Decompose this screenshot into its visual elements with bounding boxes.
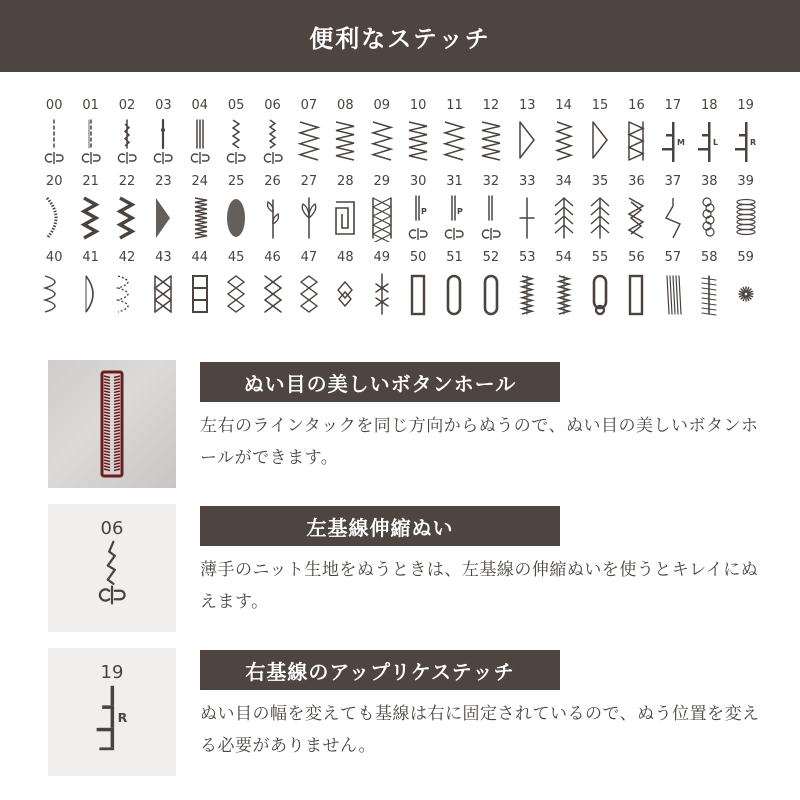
- stitch-number: 13: [519, 98, 536, 113]
- stitch-pattern-43: [145, 250, 181, 326]
- stitch-number: 40: [45, 250, 63, 265]
- stitch-number: 18: [700, 98, 718, 113]
- stitch-27-icon: [294, 194, 324, 242]
- stitch-10-icon: [403, 118, 433, 166]
- stitch-37-icon: [658, 194, 688, 242]
- stitch-pattern-44: [182, 250, 218, 326]
- stitch-53-icon: [512, 270, 542, 318]
- stitch-09-icon: [367, 118, 397, 166]
- stitch-pattern-01: [72, 98, 108, 174]
- stitch-25-icon: [221, 194, 251, 242]
- stitch-57-icon: [658, 270, 688, 318]
- stitch-number: 59: [737, 250, 754, 265]
- stitch-pattern-52: [473, 250, 509, 326]
- stitch-pattern-25: [218, 174, 254, 250]
- stitch-number: 24: [191, 174, 209, 189]
- stitch-pattern-45: [218, 250, 254, 326]
- stitch-pattern-09: [364, 98, 400, 174]
- stitch-pattern-15: [582, 98, 618, 174]
- stitch-16-icon: [621, 118, 651, 166]
- stitch-pattern-39: [727, 174, 763, 250]
- stitch-number: 31: [446, 174, 463, 189]
- stitch-number: 57: [664, 250, 682, 265]
- stitch-pattern-55: [582, 250, 618, 326]
- stitch-number: 42: [118, 250, 136, 265]
- stitch-pattern-05: [218, 98, 254, 174]
- stitch-38-icon: [694, 194, 724, 242]
- stitch-number: 01: [82, 98, 99, 113]
- feature-description: 左右のラインタックを同じ方向からぬうので、ぬい目の美しいボタンホールができます。: [200, 416, 759, 468]
- stitch-number: 33: [519, 174, 536, 189]
- feature-left-stretch: [48, 504, 768, 632]
- stitch-pattern-53: [509, 250, 545, 326]
- stitch-pattern-19: [727, 98, 763, 174]
- stitch-number: 39: [737, 174, 754, 189]
- stitch-48-icon: [330, 270, 360, 318]
- stitch-row: [36, 250, 764, 326]
- stitch-51-icon: [439, 270, 469, 318]
- stretch-stitch-thumbnail: [48, 504, 176, 632]
- stitch-06-icon: [258, 118, 288, 166]
- stitch-12-icon: [476, 118, 506, 166]
- stitch-13-icon: [512, 118, 542, 166]
- stitch-pattern-04: [182, 98, 218, 174]
- stitch-number: 02: [118, 98, 136, 113]
- stitch-number: 15: [591, 98, 609, 113]
- stitch-number: 37: [664, 174, 682, 189]
- stitch-pattern-49: [364, 250, 400, 326]
- stitch-43-icon: [148, 270, 178, 318]
- stitch-pattern-16: [618, 98, 654, 174]
- stitch-05-icon: [221, 118, 251, 166]
- stitch-number: 27: [300, 174, 318, 189]
- stitch-pattern-30: [400, 174, 436, 250]
- stitch-pattern-02: [109, 98, 145, 174]
- stitch-pattern-51: [436, 250, 472, 326]
- stitch-31-icon: [439, 194, 469, 242]
- stitch-row: [36, 174, 764, 250]
- stitch-45-icon: [221, 270, 251, 318]
- stitch-pattern-22: [109, 174, 145, 250]
- stitch-number: 29: [373, 174, 390, 189]
- stitch-pattern-18: [691, 98, 727, 174]
- stitch-pattern-41: [72, 250, 108, 326]
- feature-buttonhole: [48, 360, 768, 488]
- stitch-number: 55: [591, 250, 609, 265]
- stitch-11-icon: [439, 118, 469, 166]
- stitch-26-icon: [258, 194, 288, 242]
- stitch-badge: R: [117, 710, 128, 726]
- stitch-number: 56: [628, 250, 645, 265]
- stitch-19-icon: [731, 118, 761, 166]
- stitch-55-icon: [585, 270, 615, 318]
- stitch-number: 26: [264, 174, 281, 189]
- stitch-44-icon: [185, 270, 215, 318]
- stitch-pattern-29: [364, 174, 400, 250]
- stitch-number: 50: [409, 250, 427, 265]
- stitch-number: 19: [100, 662, 124, 683]
- page-header: [0, 0, 800, 72]
- stitch-number: 23: [155, 174, 172, 189]
- stitch-number: 58: [700, 250, 718, 265]
- applique-stitch-thumbnail: [48, 648, 176, 776]
- stitch-24-icon: [185, 194, 215, 242]
- stitch-number: 28: [337, 174, 354, 189]
- stitch-number: 21: [82, 174, 99, 189]
- stitch-number: 38: [700, 174, 718, 189]
- stitch-pattern-14: [545, 98, 581, 174]
- stitch-59-icon: [731, 270, 761, 318]
- stitch-pattern-12: [473, 98, 509, 174]
- stretch-stitch-icon: [82, 539, 142, 609]
- stitch-pattern-48: [327, 250, 363, 326]
- stitch-number: 17: [664, 98, 682, 113]
- stitch-56-icon: [621, 270, 651, 318]
- stitch-pattern-32: [473, 174, 509, 250]
- svg-text:M: M: [676, 138, 685, 147]
- stitch-01-icon: [76, 118, 106, 166]
- stitch-number: 06: [264, 98, 281, 113]
- stitch-pattern-27: [291, 174, 327, 250]
- stitch-49-icon: [367, 270, 397, 318]
- stitch-number: 20: [45, 174, 63, 189]
- stitch-number: 19: [737, 98, 754, 113]
- stitch-pattern-35: [582, 174, 618, 250]
- stitch-02-icon: [112, 118, 142, 166]
- stitch-34-icon: [549, 194, 579, 242]
- stitch-number: 11: [446, 98, 463, 113]
- stitch-42-icon: [112, 270, 142, 318]
- svg-text:L: L: [713, 138, 719, 147]
- stitch-pattern-08: [327, 98, 363, 174]
- stitch-18-icon: [694, 118, 724, 166]
- stitch-pattern-13: [509, 98, 545, 174]
- stitch-number: 30: [409, 174, 427, 189]
- stitch-pattern-10: [400, 98, 436, 174]
- feature-description: ぬい目の幅を変えても基線は右に固定されているので、ぬう位置を変える必要がありません。: [200, 704, 760, 756]
- stitch-pattern-36: [618, 174, 654, 250]
- stitch-07-icon: [294, 118, 324, 166]
- stitch-32-icon: [476, 194, 506, 242]
- feature-right-applique: [48, 648, 768, 776]
- feature-description: 薄手のニット生地をぬうときは、左基線の伸縮ぬいを使うとキレイにぬえます。: [200, 560, 759, 612]
- stitch-number: 12: [482, 98, 500, 113]
- stitch-row: [36, 98, 764, 174]
- stitch-pattern-46: [254, 250, 290, 326]
- stitch-pattern-54: [545, 250, 581, 326]
- stitch-number: 54: [555, 250, 572, 265]
- svg-text:R: R: [749, 138, 756, 147]
- stitch-22-icon: [112, 194, 142, 242]
- stitch-number: 22: [118, 174, 136, 189]
- stitch-number: 44: [191, 250, 209, 265]
- stitch-pattern-56: [618, 250, 654, 326]
- svg-text:P: P: [457, 207, 464, 216]
- stitch-pattern-11: [436, 98, 472, 174]
- stitch-number: 51: [446, 250, 463, 265]
- stitch-17-icon: [658, 118, 688, 166]
- stitch-number: 46: [264, 250, 281, 265]
- stitch-pattern-50: [400, 250, 436, 326]
- stitch-number: 35: [591, 174, 609, 189]
- stitch-number: 25: [227, 174, 245, 189]
- stitch-21-icon: [76, 194, 106, 242]
- stitch-number: 34: [555, 174, 572, 189]
- stitch-pattern-31: [436, 174, 472, 250]
- stitch-pattern-23: [145, 174, 181, 250]
- stitch-30-icon: [403, 194, 433, 242]
- stitch-40-icon: [39, 270, 69, 318]
- stitch-47-icon: [294, 270, 324, 318]
- stitch-number: 07: [300, 98, 318, 113]
- stitch-39-icon: [731, 194, 761, 242]
- stitch-41-icon: [76, 270, 106, 318]
- stitch-number: 16: [628, 98, 645, 113]
- stitch-pattern-03: [145, 98, 181, 174]
- stitch-number: 04: [191, 98, 209, 113]
- stitch-pattern-20: [36, 174, 72, 250]
- stitch-number: 08: [337, 98, 354, 113]
- stitch-number: 47: [300, 250, 318, 265]
- stitch-number: 09: [373, 98, 390, 113]
- page-title: 便利なステッチ: [309, 24, 491, 53]
- stitch-08-icon: [330, 118, 360, 166]
- stitch-28-icon: [330, 194, 360, 242]
- stitch-number: 52: [482, 250, 500, 265]
- stitch-chart: [36, 98, 764, 326]
- stitch-number: 06: [100, 518, 124, 539]
- stitch-50-icon: [403, 270, 433, 318]
- svg-text:P: P: [421, 207, 427, 216]
- feature-title: ぬい目の美しいボタンホール: [200, 362, 560, 402]
- stitch-number: 45: [227, 250, 245, 265]
- stitch-54-icon: [549, 270, 579, 318]
- stitch-03-icon: [148, 118, 178, 166]
- stitch-pattern-28: [327, 174, 363, 250]
- feature-title: 右基線のアップリケステッチ: [200, 650, 560, 690]
- stitch-29-icon: [367, 194, 397, 242]
- feature-title: 左基線伸縮ぬい: [200, 506, 560, 546]
- buttonhole-stitch-icon: [48, 360, 176, 488]
- stitch-number: 41: [82, 250, 99, 265]
- stitch-pattern-58: [691, 250, 727, 326]
- stitch-23-icon: [148, 194, 178, 242]
- stitch-number: 05: [227, 98, 245, 113]
- stitch-46-icon: [258, 270, 288, 318]
- stitch-number: 14: [555, 98, 572, 113]
- stitch-number: 43: [155, 250, 172, 265]
- buttonhole-photo: [48, 360, 176, 488]
- stitch-number: 36: [628, 174, 645, 189]
- applique-stitch-icon: [82, 683, 142, 753]
- stitch-number: 32: [482, 174, 500, 189]
- stitch-pattern-40: [36, 250, 72, 326]
- stitch-number: 10: [409, 98, 427, 113]
- stitch-pattern-33: [509, 174, 545, 250]
- stitch-52-icon: [476, 270, 506, 318]
- stitch-pattern-57: [655, 250, 691, 326]
- stitch-pattern-59: [727, 250, 763, 326]
- stitch-15-icon: [585, 118, 615, 166]
- stitch-number: 49: [373, 250, 390, 265]
- stitch-14-icon: [549, 118, 579, 166]
- stitch-pattern-38: [691, 174, 727, 250]
- stitch-pattern-06: [254, 98, 290, 174]
- stitch-20-icon: [39, 194, 69, 242]
- stitch-number: 53: [519, 250, 536, 265]
- stitch-00-icon: [39, 118, 69, 166]
- stitch-pattern-00: [36, 98, 72, 174]
- stitch-number: 48: [337, 250, 354, 265]
- stitch-pattern-24: [182, 174, 218, 250]
- stitch-number: 03: [155, 98, 172, 113]
- stitch-pattern-07: [291, 98, 327, 174]
- stitch-pattern-26: [254, 174, 290, 250]
- stitch-pattern-34: [545, 174, 581, 250]
- stitch-number: 00: [45, 98, 63, 113]
- stitch-pattern-42: [109, 250, 145, 326]
- stitch-04-icon: [185, 118, 215, 166]
- stitch-pattern-37: [655, 174, 691, 250]
- stitch-58-icon: [694, 270, 724, 318]
- stitch-pattern-47: [291, 250, 327, 326]
- stitch-pattern-17: [655, 98, 691, 174]
- stitch-36-icon: [621, 194, 651, 242]
- stitch-pattern-21: [72, 174, 108, 250]
- stitch-35-icon: [585, 194, 615, 242]
- stitch-33-icon: [512, 194, 542, 242]
